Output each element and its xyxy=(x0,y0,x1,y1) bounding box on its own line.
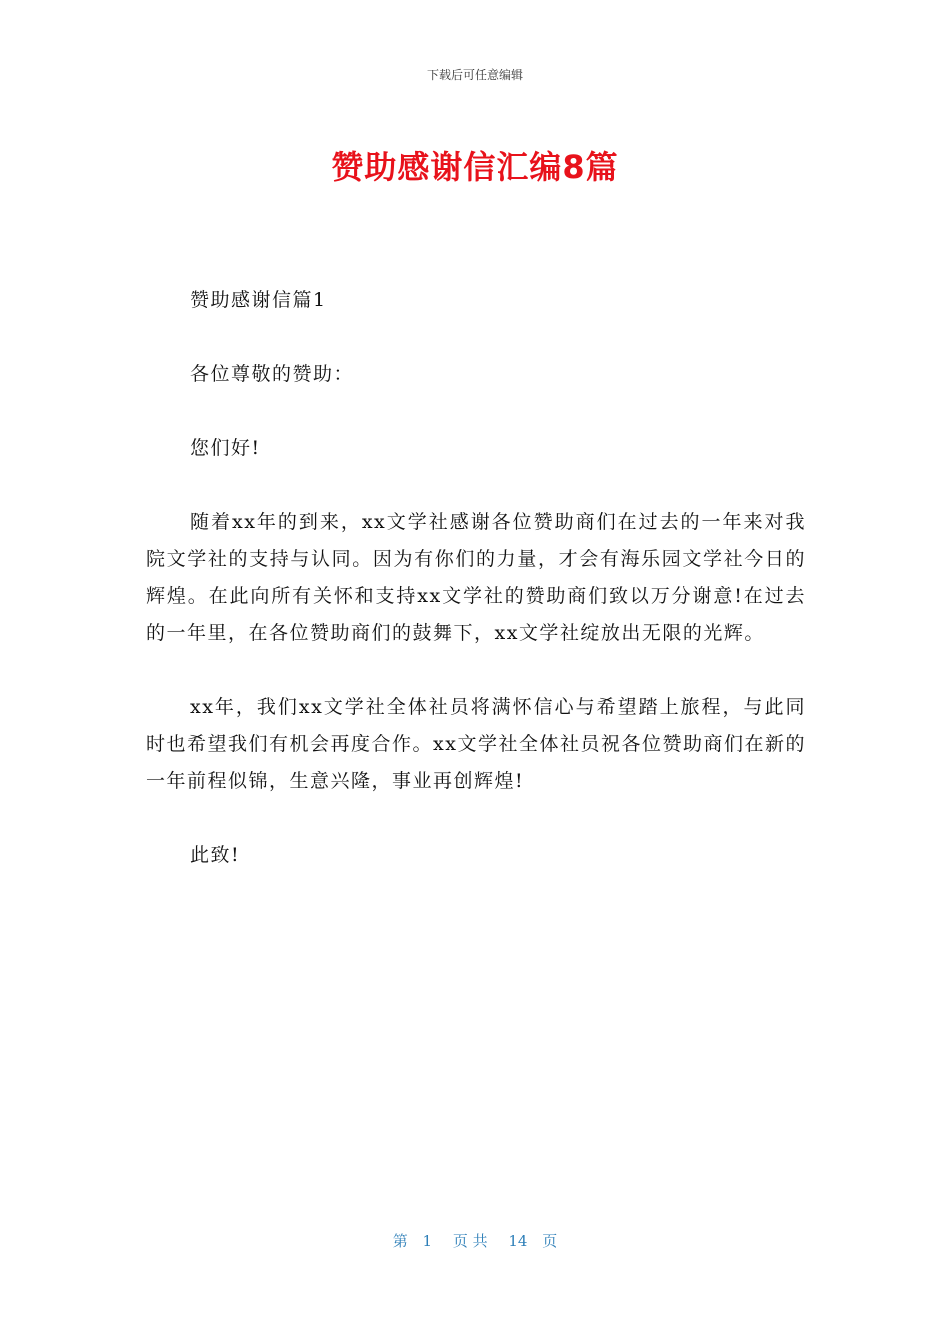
document-title: 赞助感谢信汇编8篇 xyxy=(331,148,619,186)
footer-suffix: 页 xyxy=(542,1232,558,1250)
closing: 此致! xyxy=(190,844,241,866)
total-pages: 14 xyxy=(508,1232,528,1250)
greeting: 您们好! xyxy=(190,437,261,459)
footer-middle: 页 共 xyxy=(452,1232,488,1250)
current-page-number: 1 xyxy=(422,1232,433,1250)
section-heading: 赞助感谢信篇1 xyxy=(190,289,327,311)
salutation: 各位尊敬的赞助： xyxy=(190,363,355,385)
document-body xyxy=(146,282,806,911)
body-paragraph: xx年，我们xx文学社全体社员将满怀信心与希望踏上旅程，与此同时也希望我们有机会再度合作。xx文学社全体社员祝各位赞助商们在新的一年前程似锦，生意兴隆，事业再创辉煌! xyxy=(146,696,806,792)
header-note: 下载后可任意编辑 xyxy=(426,68,523,82)
footer-prefix: 第 xyxy=(392,1232,408,1250)
page-footer xyxy=(0,1230,950,1251)
body-paragraph: 随着xx年的到来，xx文学社感谢各位赞助商们在过去的一年来对我院文学社的支持与认同。因为有你们的力量，才会有海乐园文学社今日的辉煌。在此向所有关怀和支持xx文学社的赞助商们致以万分谢意!在过去的一年里，在各位赞助商们的鼓舞下，xx文学社绽放出无限的光辉。 xyxy=(146,511,806,644)
